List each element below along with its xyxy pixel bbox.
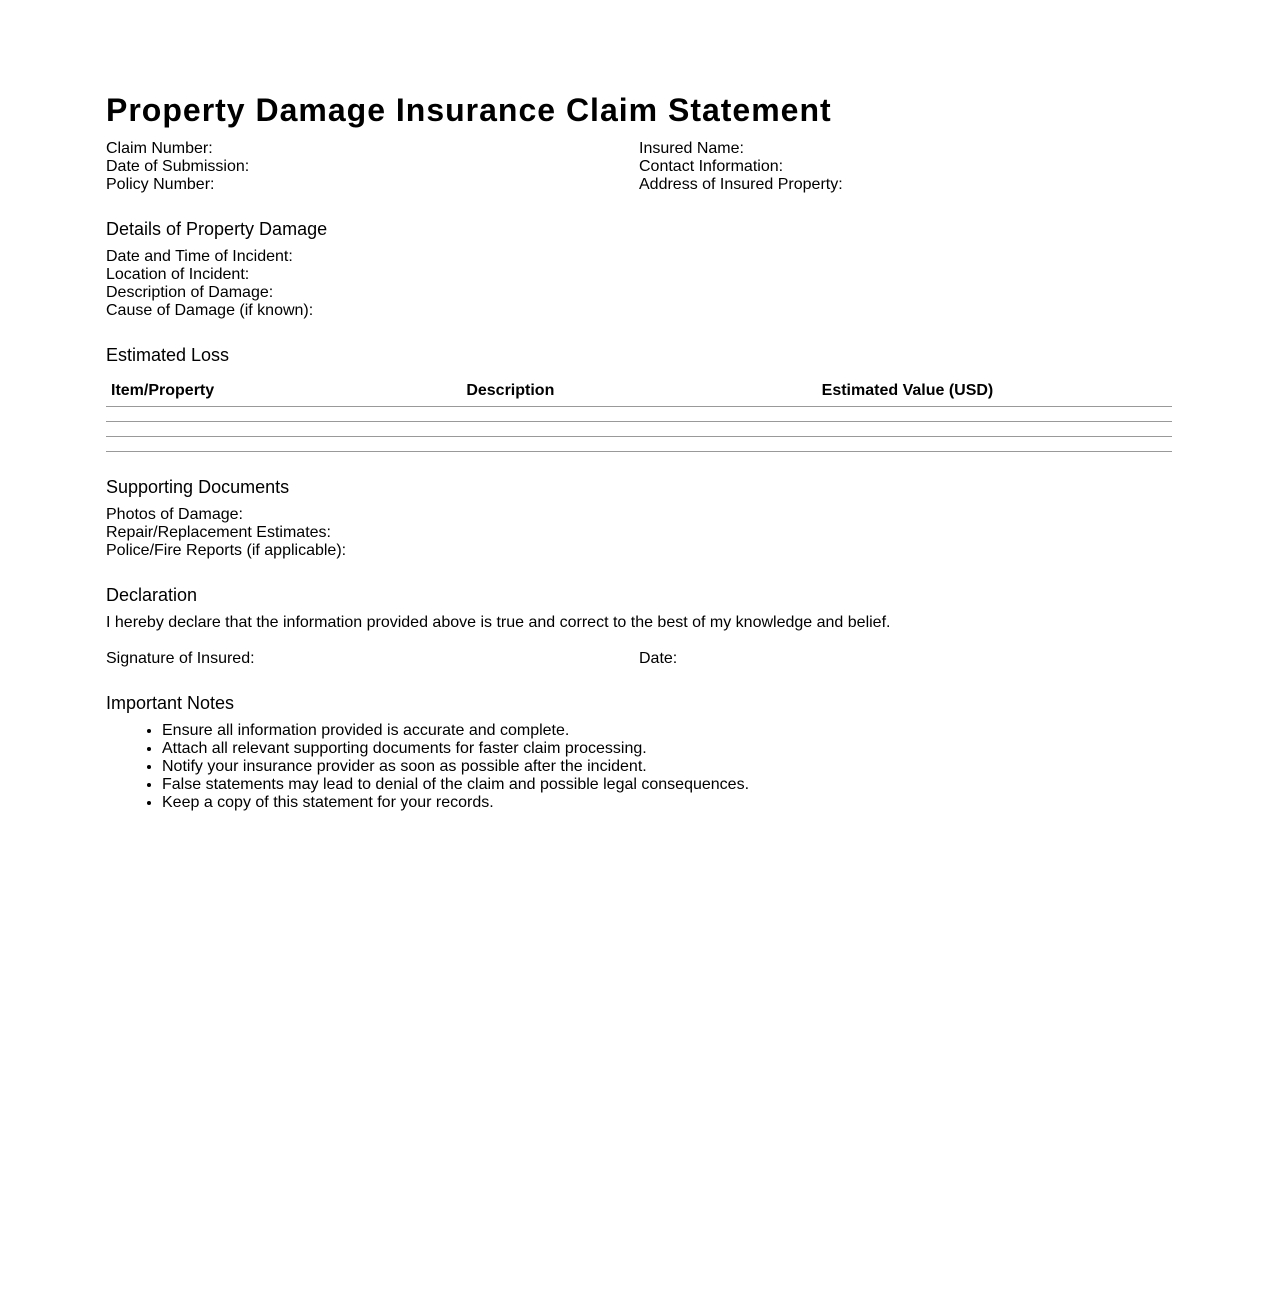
damage-description-label: Description of Damage:	[106, 284, 274, 301]
declaration-text: I hereby declare that the information provided above is true and correct to the best of my knowledge and belief.	[106, 614, 891, 631]
contact-information-label: Contact Information:	[639, 158, 784, 175]
column-header-description: Description	[461, 381, 816, 407]
declaration-heading: Declaration	[106, 585, 198, 605]
page-title: Property Damage Insurance Claim Statement	[106, 92, 832, 128]
table-row	[106, 422, 1172, 437]
declaration-section	[106, 584, 1172, 668]
list-item: • Ensure all information provided is accurate and complete.	[162, 722, 1172, 740]
table-cell[interactable]	[461, 407, 816, 422]
table-row	[106, 407, 1172, 422]
damage-details-section	[106, 218, 1172, 320]
table-cell[interactable]	[817, 437, 1172, 452]
signature-label: Signature of Insured:	[106, 650, 255, 667]
important-notes-list	[106, 722, 1172, 812]
claim-header-info	[106, 140, 1172, 194]
table-cell[interactable]	[106, 407, 461, 422]
incident-date-time-label: Date and Time of Incident:	[106, 248, 293, 265]
insured-name-label: Insured Name:	[639, 140, 744, 157]
repair-estimates-label: Repair/Replacement Estimates:	[106, 524, 331, 541]
table-cell[interactable]	[461, 422, 816, 437]
supporting-documents-section	[106, 476, 1172, 560]
supporting-documents-fields	[106, 506, 1172, 560]
table-cell[interactable]	[817, 422, 1172, 437]
list-item: • Attach all relevant supporting documents for faster claim processing.	[162, 740, 1172, 758]
table-cell[interactable]	[817, 407, 1172, 422]
insured-property-address-label: Address of Insured Property:	[639, 176, 843, 193]
supporting-documents-heading: Supporting Documents	[106, 477, 290, 497]
important-notes-heading: Important Notes	[106, 693, 235, 713]
date-of-submission-label: Date of Submission:	[106, 158, 250, 175]
estimated-loss-section	[106, 344, 1172, 452]
damage-cause-label: Cause of Damage (if known):	[106, 302, 314, 319]
signature-row	[106, 650, 1172, 668]
date-label: Date:	[639, 650, 678, 667]
damage-details-heading: Details of Property Damage	[106, 219, 328, 239]
claim-number-label: Claim Number:	[106, 140, 213, 157]
table-cell[interactable]	[106, 422, 461, 437]
claim-statement-page	[106, 0, 1172, 812]
list-item: • Keep a copy of this statement for your records.	[162, 794, 1172, 812]
table-cell[interactable]	[106, 437, 461, 452]
table-header-row	[106, 381, 1172, 407]
list-item: • False statements may lead to denial of the claim and possible legal consequences.	[162, 776, 1172, 794]
important-notes-section	[106, 692, 1172, 812]
header-left-column	[106, 140, 639, 194]
police-fire-reports-label: Police/Fire Reports (if applicable):	[106, 542, 347, 559]
column-header-item: Item/Property	[106, 381, 461, 407]
estimated-loss-heading: Estimated Loss	[106, 345, 230, 365]
estimated-loss-table	[106, 381, 1172, 452]
damage-details-fields	[106, 248, 1172, 320]
policy-number-label: Policy Number:	[106, 176, 215, 193]
incident-location-label: Location of Incident:	[106, 266, 250, 283]
table-cell[interactable]	[461, 437, 816, 452]
photos-of-damage-label: Photos of Damage:	[106, 506, 243, 523]
list-item: • Notify your insurance provider as soon as possible after the incident.	[162, 758, 1172, 776]
table-row	[106, 437, 1172, 452]
header-right-column	[639, 140, 1172, 194]
column-header-estimated-value: Estimated Value (USD)	[817, 381, 1172, 407]
